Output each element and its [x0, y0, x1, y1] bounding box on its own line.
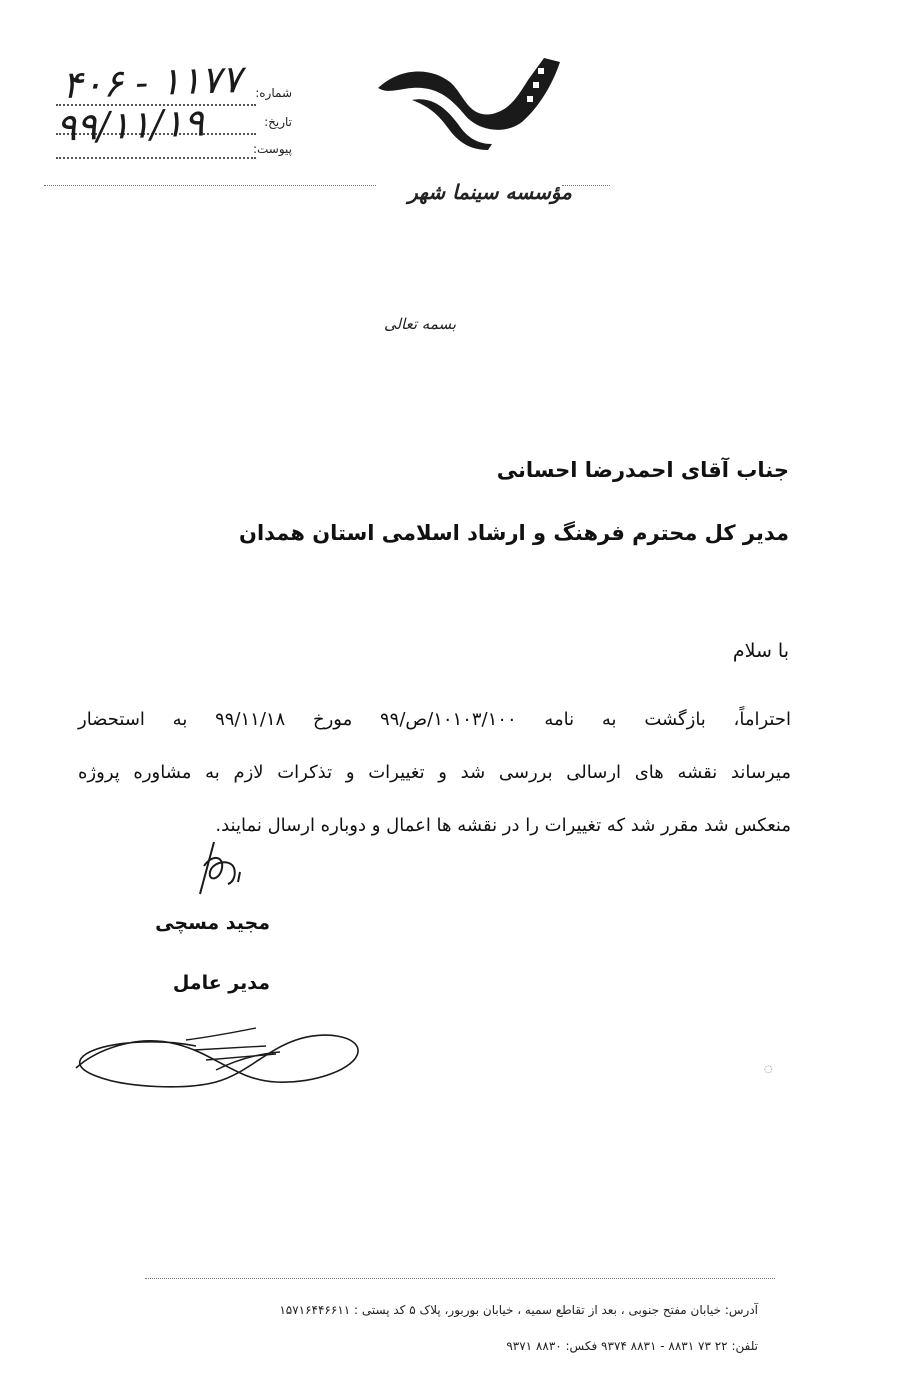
- scan-speck: ◌: [764, 1064, 773, 1075]
- initials-signature-icon: [190, 838, 260, 898]
- recipient-title: مدیر کل محترم فرهنگ و ارشاد اسلامی استان همدان: [239, 521, 789, 545]
- invocation-heading: بسمه تعالی: [383, 315, 457, 333]
- logo: [372, 52, 572, 202]
- recipient-name: جناب آقای احمدرضا احسانی: [496, 458, 789, 482]
- letter-body: [78, 693, 791, 852]
- number-value: ۴۰۶ - ۱۱۷۷: [61, 56, 243, 108]
- body-line-2: میرساند نقشه های ارسالی بررسی شد و تغییرات و تذکرات لازم به مشاوره پروژه: [78, 762, 791, 783]
- body-line-1: احتراماً، بازگشت به نامه ۱۰۱۰۳/۱۰۰/ص/۹۹ مورخ ۹۹/۱۱/۱۸ به استحضار: [78, 709, 791, 730]
- header-rule: [44, 185, 376, 186]
- footer-phone: تلفن: ۲۲ ۷۳ ۸۸۳۱ - ۸۸۳۱ ۹۳۷۴ فکس: ۸۸۳۰ ۹۳۷۱: [506, 1339, 758, 1353]
- attachment-dots: [56, 157, 256, 159]
- handwritten-signature-icon: [66, 1010, 386, 1100]
- signatory-title: مدیر عامل: [172, 972, 270, 994]
- body-line-3: منعکس شد مقرر شد که تغییرات را در نقشه ها اعمال و دوباره ارسال نمایند.: [215, 815, 791, 836]
- date-label: تاریخ:: [264, 115, 292, 129]
- film-strip-logo-icon: [372, 52, 572, 182]
- footer-rule: [145, 1278, 775, 1279]
- number-label: شماره:: [255, 86, 292, 100]
- footer-address: آدرس: خیابان مفتح جنوبی ، بعد از تقاطع سمیه ، خیابان بوربور، پلاک ۵ کد پستی : ۱۵۷۱۶۴۴۶۶۱۱: [279, 1303, 758, 1317]
- signatory-name: مجید مسچی: [155, 912, 270, 934]
- attachment-label: پیوست:: [252, 142, 292, 156]
- date-value: ۹۹/۱۱/۱۹: [55, 100, 205, 150]
- greeting: با سلام: [732, 640, 789, 662]
- logo-text: مؤسسه سینما شهر: [408, 180, 572, 204]
